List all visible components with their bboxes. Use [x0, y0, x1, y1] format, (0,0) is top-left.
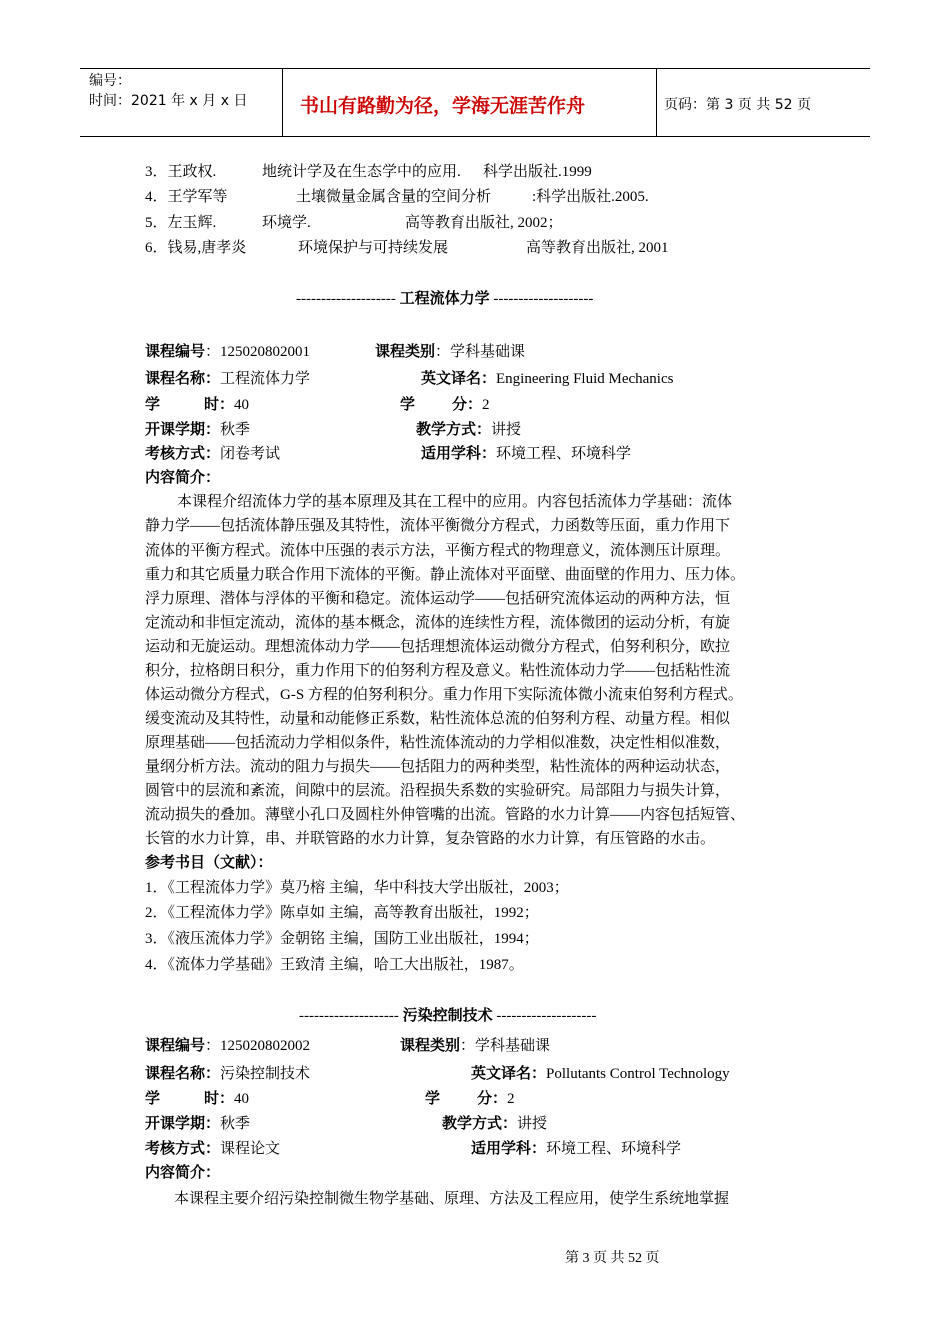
course1-code: 课程编号：125020802001: [145, 344, 311, 360]
course2-english: 英文译名：Pollutants Control Technology: [471, 1066, 730, 1082]
course2-method: 教学方式：讲授: [442, 1116, 548, 1132]
header-top-border: [80, 68, 870, 69]
course1-name: 课程名称：工程流体力学: [145, 371, 311, 387]
ref-top-5-title: 环境学.: [262, 215, 311, 231]
course1-term: 开课学期：秋季: [145, 422, 251, 438]
course2-hours: 学 时：40: [145, 1091, 250, 1107]
intro-line: 流体的平衡方程式。流体中压强的表示方法，平衡方程式的物理意义，流体测压计原理。: [145, 543, 731, 559]
ref-top-5-pub: 高等教育出版社, 2002；: [405, 215, 563, 231]
course2-category: 课程类别：学科基础课: [400, 1038, 551, 1054]
course2-title: -------------------- 污染控制技术 --------------------: [299, 1006, 597, 1024]
ref-top-6: 6．钱易,唐孝炎: [145, 240, 247, 256]
course2-term: 开课学期：秋季: [145, 1116, 251, 1132]
course2-credit: 学 分：2: [425, 1091, 515, 1107]
header-divider-left: [282, 68, 283, 136]
course1-title: -------------------- 工程流体力学 --------------------: [296, 289, 594, 307]
course1-refs-label: 参考书目（文献）：: [145, 855, 273, 871]
course1-category: 课程类别：学科基础课: [375, 344, 526, 360]
header-page-info: 页码：第 3 页 共 52 页: [664, 97, 811, 113]
ref-top-6-title: 环境保护与可持续发展: [298, 240, 449, 256]
header-motto: 书山有路勤为径，学海无涯苦作舟: [300, 95, 586, 117]
course1-ref-item: 2．《工程流体力学》陈卓如 主编，高等教育出版社，1992；: [145, 905, 539, 921]
course1-subject: 适用学科：环境工程、环境科学: [421, 446, 632, 462]
ref-top-4-pub: :科学出版社.2005.: [532, 189, 649, 205]
course1-method: 教学方式：讲授: [416, 422, 522, 438]
course2-intro-line: 本课程主要介绍污染控制微生物学基础、原理、方法及工程应用，使学生系统地掌握: [174, 1191, 730, 1207]
ref-top-3-title: 地统计学及在生态学中的应用.: [262, 164, 461, 180]
ref-top-5: 5．左玉辉.: [145, 215, 217, 231]
intro-line: 长管的水力计算，串、并联管路的水力计算，复杂管路的水力计算，有压管路的水击。: [145, 831, 716, 847]
course1-ref-item: 4．《流体力学基础》王致清 主编，哈工大出版社，1987。: [145, 957, 524, 973]
footer-page-number: 第 3 页 共 52 页: [565, 1251, 660, 1266]
header-bottom-border: [80, 136, 870, 137]
intro-line: 圆管中的层流和紊流，间隙中的层流。沿程损失系数的实验研究。局部阻力与损失计算，: [145, 783, 731, 799]
course1-hours: 学 时：40: [145, 397, 250, 413]
intro-line: 定流动和非恒定流动，流体的基本概念，流体的连续性方程，流体微团的运动分析，有旋: [145, 615, 731, 631]
course1-english: 英文译名：Engineering Fluid Mechanics: [421, 371, 674, 387]
course2-intro-label: 内容简介：: [145, 1165, 221, 1181]
intro-line: 运动和无旋运动。理想流体动力学——包括理想流体运动微分方程式，伯努利积分，欧拉: [145, 639, 731, 655]
course2-subject: 适用学科：环境工程、环境科学: [471, 1141, 682, 1157]
course1-ref-item: 1．《工程流体力学》莫乃榕 主编，华中科技大学出版社，2003；: [145, 880, 569, 896]
intro-line: 流动损失的叠加。薄壁小孔口及圆柱外伸管嘴的出流。管路的水力计算——内容包括短管、: [145, 807, 746, 823]
intro-line: 重力和其它质量力联合作用下流体的平衡。静止流体对平面壁、曲面壁的作用力、压力体。: [145, 567, 746, 583]
ref-top-3-pub: 科学出版社.1999: [483, 164, 592, 180]
header-number-label: 编号：: [89, 73, 131, 89]
intro-line: 本课程介绍流体力学的基本原理及其在工程中的应用。内容包括流体力学基础：流体: [177, 494, 733, 510]
ref-top-6-pub: 高等教育出版社, 2001: [526, 240, 669, 256]
header-time: 时间：2021 年 x 月 x 日: [89, 93, 248, 109]
course2-name: 课程名称：污染控制技术: [145, 1066, 311, 1082]
ref-top-4: 4．王学军等: [145, 189, 228, 205]
course2-code: 课程编号：125020802002: [145, 1038, 311, 1054]
intro-line: 量纲分析方法。流动的阻力与损失——包括阻力的两种类型，粘性流体的两种运动状态，: [145, 759, 731, 775]
ref-top-3: 3．王政权.: [145, 164, 217, 180]
intro-line: 静力学——包括流体静压强及其特性，流体平衡微分方程式，力函数等压面，重力作用下: [145, 518, 731, 534]
course1-ref-item: 3．《液压流体力学》金朝铭 主编，国防工业出版社，1994；: [145, 931, 539, 947]
course1-credit: 学 分：2: [400, 397, 490, 413]
intro-line: 浮力原理、潜体与浮体的平衡和稳定。流体运动学——包括研究流体运动的两种方法，恒: [145, 591, 731, 607]
intro-line: 缓变流动及其特性，动量和动能修正系数，粘性流体总流的伯努利方程、动量方程。相似: [145, 711, 731, 727]
intro-line: 积分，拉格朗日积分，重力作用下的伯努利方程及意义。粘性流体动力学——包括粘性流: [145, 663, 731, 679]
intro-line: 原理基础——包括流动力学相似条件，粘性流体流动的力学相似准数，决定性相似准数，: [145, 735, 731, 751]
course1-intro-label: 内容简介：: [145, 470, 221, 486]
intro-line: 体运动微分方程式，G-S 方程的伯努利积分。重力作用下实际流体微小流束伯努利方程式。: [145, 687, 743, 703]
course2-exam: 考核方式：课程论文: [145, 1141, 281, 1157]
course1-exam: 考核方式：闭卷考试: [145, 446, 281, 462]
header-divider-right: [656, 68, 657, 136]
ref-top-4-title: 土壤微量金属含量的空间分析: [296, 189, 492, 205]
